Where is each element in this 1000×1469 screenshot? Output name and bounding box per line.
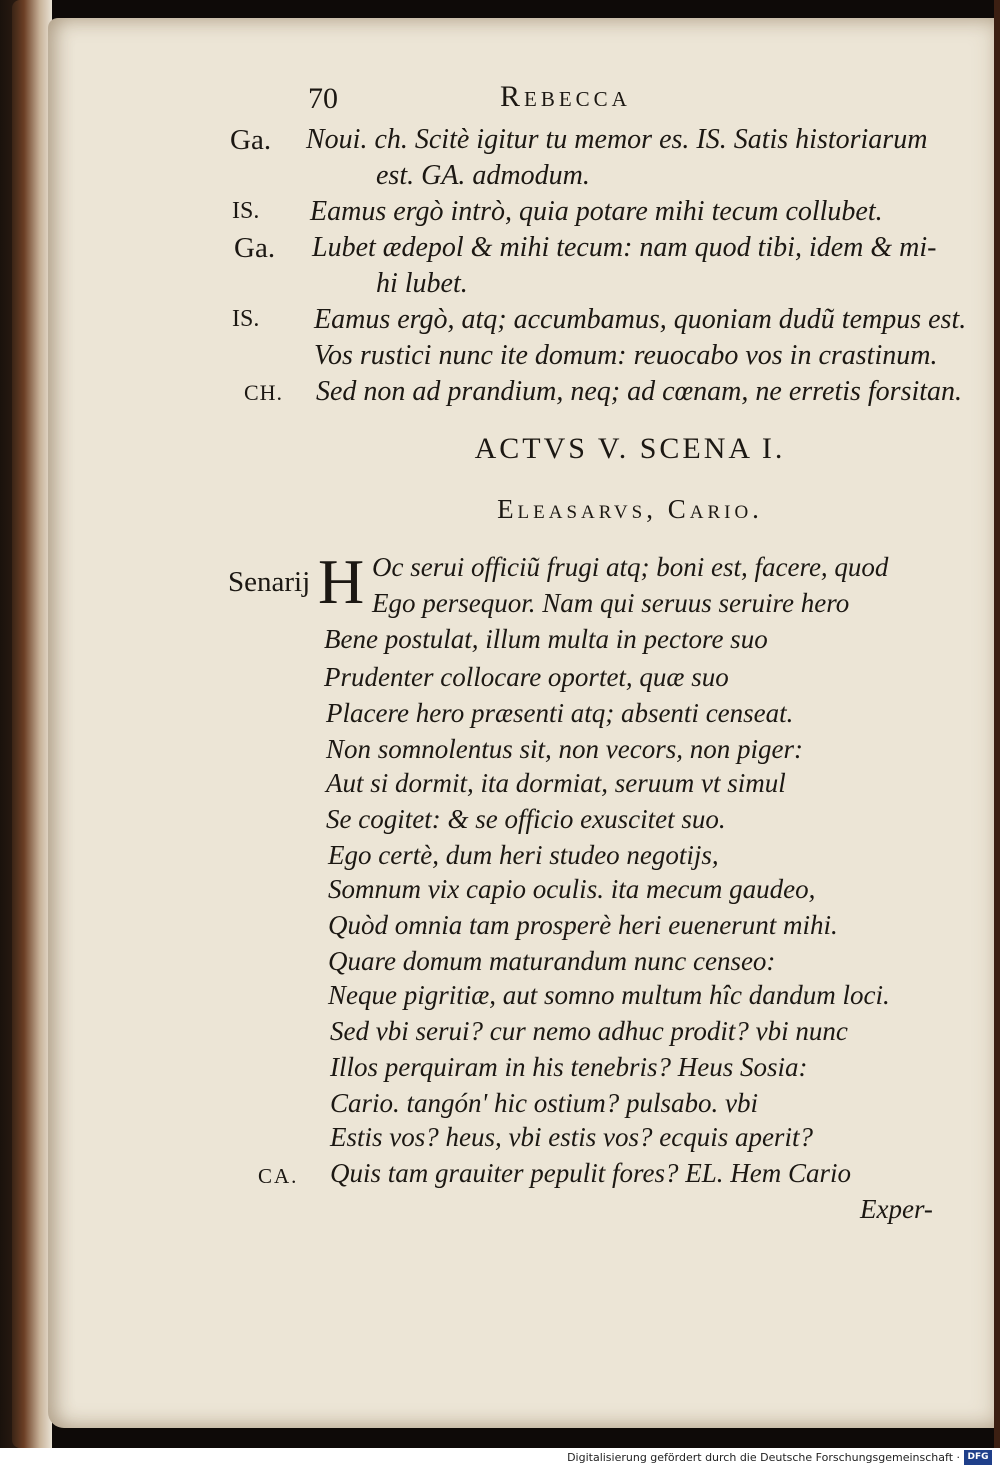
speaker-label: IS. bbox=[232, 198, 260, 224]
speaker-label: CA. bbox=[258, 1164, 299, 1188]
verse-line: Non somnolentus sit, non vecors, non piger: bbox=[326, 734, 803, 764]
footer-bar bbox=[0, 1448, 1000, 1469]
dialogue-line: est. GA. admodum. bbox=[376, 160, 590, 191]
verse-line: Quare domum maturandum nunc censeo: bbox=[328, 946, 776, 976]
speaker-label: Ga. bbox=[234, 232, 276, 264]
funding-credit: Digitalisierung gefördert durch die Deutsche Forschungsgemeinschaft · bbox=[567, 1451, 960, 1464]
verse-line: Oc serui officiũ frugi atq; boni est, facere, quod bbox=[372, 552, 889, 582]
running-title: Rebecca bbox=[500, 80, 631, 113]
dialogue-line: Noui. ch. Scitè igitur tu memor es. IS. Satis historiarum bbox=[306, 124, 928, 155]
catchword: Exper- bbox=[860, 1194, 933, 1224]
verse-line: Sed vbi serui? cur nemo adhuc prodit? vbi nunc bbox=[330, 1016, 848, 1046]
verse-line: Somnum vix capio oculis. ita mecum gaudeo, bbox=[328, 874, 816, 904]
dialogue-line: Sed non ad prandium, neq; ad cœnam, ne erretis forsitan. bbox=[316, 376, 963, 407]
verse-line: Cario. tangón' hic ostium? pulsabo. vbi bbox=[330, 1088, 759, 1118]
verse-line: Se cogitet: & se officio exuscitet suo. bbox=[326, 804, 726, 834]
verse-line: Placere hero præsenti atq; absenti censeat. bbox=[326, 698, 794, 728]
verse-line: Ego persequor. Nam qui seruus seruire hero bbox=[372, 588, 850, 618]
page-number: 70 bbox=[308, 82, 338, 115]
verse-line: Estis vos? heus, vbi estis vos? ecquis aperit? bbox=[330, 1122, 813, 1152]
dialogue-line: Eamus ergò, atq; accumbamus, quoniam dudũ tempus est. bbox=[314, 304, 967, 335]
meter-note: Senarij bbox=[228, 566, 311, 598]
drop-cap: H bbox=[318, 546, 365, 617]
dialogue-line: hi lubet. bbox=[376, 268, 468, 299]
speaker-label: IS. bbox=[232, 306, 260, 332]
page-right-edge bbox=[994, 0, 1000, 1448]
characters-heading: Eleasarvs, Cario. bbox=[497, 494, 763, 524]
dialogue-line: Vos rustici nunc ite domum: reuocabo vos in crastinum. bbox=[314, 340, 938, 371]
verse-line: Illos perquiram in his tenebris? Heus Sosia: bbox=[330, 1052, 808, 1082]
dialogue-line: Lubet ædepol & mihi tecum: nam quod tibi, idem & mi- bbox=[312, 232, 937, 263]
dialogue-line: Eamus ergò intrò, quia potare mihi tecum collubet. bbox=[310, 196, 883, 227]
verse-line: Bene postulat, illum multa in pectore suo bbox=[324, 624, 768, 654]
speaker-label: Ga. bbox=[230, 124, 272, 156]
verse-line: Neque pigritiæ, aut somno multum hîc dandum loci. bbox=[328, 980, 890, 1010]
act-scene-heading: ACTVS V. SCENA I. bbox=[474, 432, 786, 465]
verse-line: Aut si dormit, ita dormiat, seruum vt simul bbox=[326, 768, 786, 798]
dfg-logo-icon: DFG bbox=[964, 1450, 992, 1465]
verse-line: Quis tam grauiter pepulit fores? EL. Hem Cario bbox=[330, 1158, 852, 1188]
book-edge bbox=[12, 0, 52, 1448]
verse-line: Prudenter collocare oportet, quæ suo bbox=[324, 662, 729, 692]
speaker-label: CH. bbox=[244, 380, 284, 405]
verse-line: Ego certè, dum heri studeo negotijs, bbox=[328, 840, 719, 870]
verse-line: Quòd omnia tam prosperè heri euenerunt mihi. bbox=[328, 910, 838, 940]
